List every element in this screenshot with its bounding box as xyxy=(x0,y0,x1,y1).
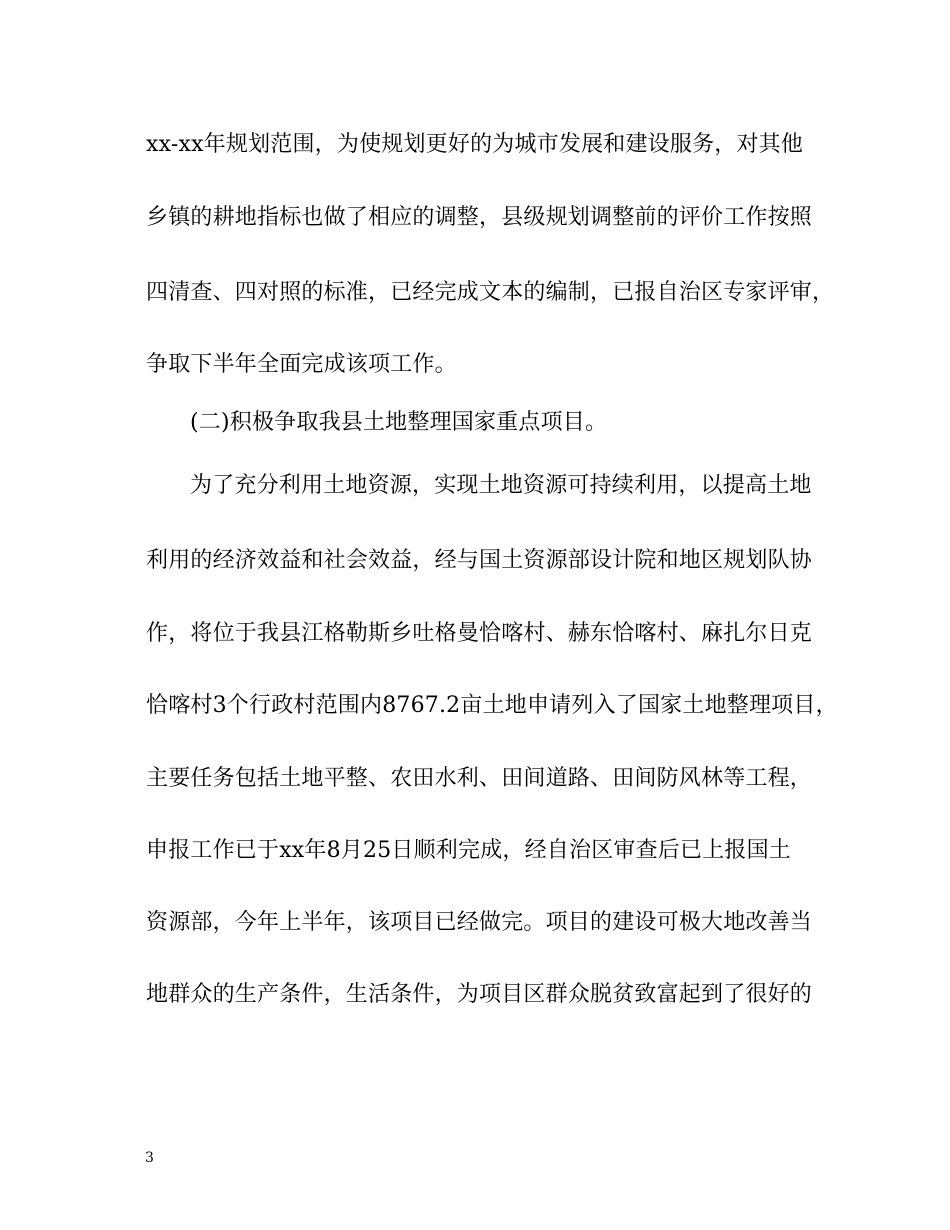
body-text-line: 为了充分利用土地资源，实现土地资源可持续利用，以提高土地 xyxy=(190,473,812,498)
body-text-line: 主要任务包括土地平整、农田水利、田间道路、田间防风林等工程， xyxy=(146,766,813,791)
body-text-line: 申报工作已于xx年8月25日顺利完成，经自治区审查后已上报国土 xyxy=(146,838,792,863)
body-text-line: 乡镇的耕地指标也做了相应的调整，县级规划调整前的评价工作按照 xyxy=(146,205,813,230)
body-text-line: 地群众的生产条件，生活条件，为项目区群众脱贫致富起到了很好的 xyxy=(146,982,813,1007)
body-text-line: 资源部，今年上半年，该项目已经做完。项目的建设可极大地改善当 xyxy=(146,910,813,935)
body-text-line: 恰喀村3个行政村范围内8767.2亩土地申请列入了国家土地整理项目， xyxy=(146,693,838,718)
body-text-line: 利用的经济效益和社会效益，经与国土资源部设计院和地区规划队协 xyxy=(146,548,813,573)
section-heading: (二)积极争取我县土地整理国家重点项目。 xyxy=(190,410,608,435)
body-text-line: 作，将位于我县江格勒斯乡吐格曼恰喀村、赫东恰喀村、麻扎尔日克 xyxy=(146,621,813,646)
body-text-line: 四清查、四对照的标准，已经完成文本的编制，已报自治区专家评审， xyxy=(146,280,835,305)
body-text-line: 争取下半年全面完成该项工作。 xyxy=(146,352,457,377)
body-text-line: xx-xx年规划范围，为使规划更好的为城市发展和建设服务，对其他 xyxy=(146,132,804,157)
page-number: 3 xyxy=(145,1150,154,1166)
